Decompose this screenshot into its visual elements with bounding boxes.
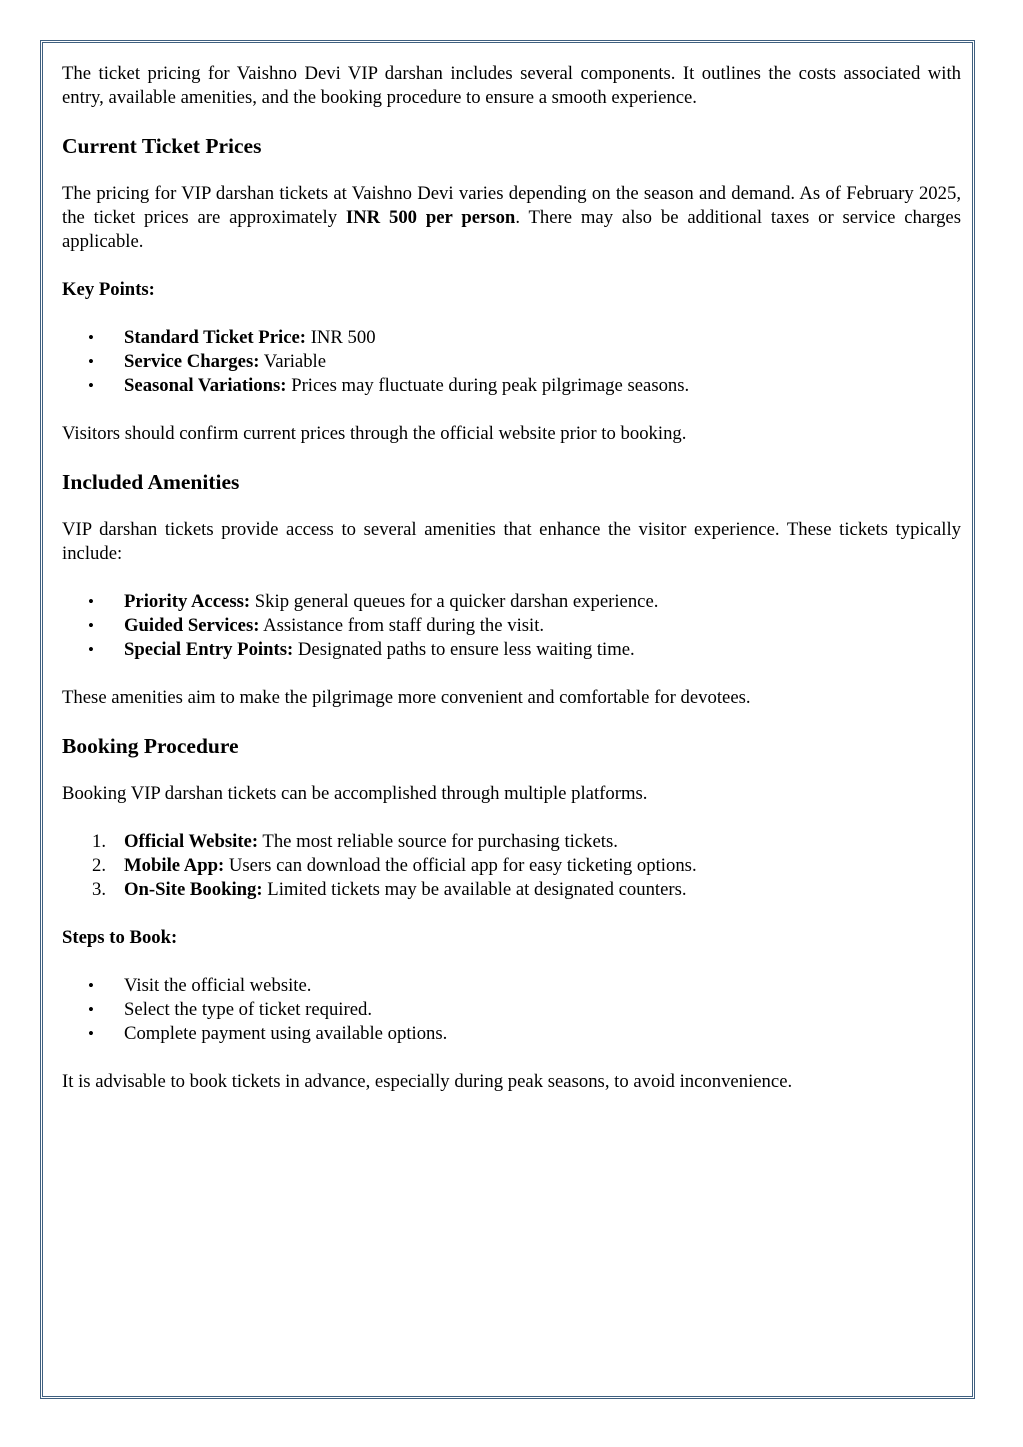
item-label: Seasonal Variations: (124, 375, 287, 396)
steps-list (62, 974, 961, 1046)
item-number: 1. (92, 831, 107, 852)
prices-para-text-end: . There may also be additional taxes or service charges applicable. (62, 207, 961, 252)
prices-heading: Current Ticket Prices (62, 134, 262, 158)
item-text: Skip general queues for a quicker darshan experience. (250, 591, 659, 612)
list-item (62, 350, 961, 374)
booking-paragraph: Booking VIP darshan tickets can be accomplished through multiple platforms. (62, 783, 648, 804)
prices-para-text: The pricing for VIP darshan tickets at Vaishno Devi varies depending on the season and demand. As of February 2025, the ticket prices are approximately (62, 183, 961, 228)
item-label: On-Site Booking: (124, 879, 263, 900)
key-points-label-text: Key Points: (62, 279, 155, 300)
booking-note: It is advisable to book tickets in advance, especially during peak seasons, to avoid inconvenience. (62, 1071, 793, 1092)
steps-label-text: Steps to Book: (62, 927, 178, 948)
list-item: • Visit the official website. (62, 974, 961, 998)
amenities-list (62, 590, 961, 662)
item-text: The most reliable source for purchasing tickets. (258, 831, 618, 852)
item-text: Limited tickets may be available at designated counters. (262, 879, 687, 900)
item-number: 2. (92, 855, 107, 876)
item-label: Mobile App: (124, 855, 225, 876)
list-item (62, 614, 961, 638)
list-item (62, 830, 961, 854)
item-label: Special Entry Points: (124, 639, 294, 660)
list-item: • Complete payment using available options. (62, 1022, 961, 1046)
list-item: • Select the type of ticket required. (62, 998, 961, 1022)
amenities-note: These amenities aim to make the pilgrimage more convenient and comfortable for devotees. (62, 687, 751, 708)
amenities-paragraph: VIP darshan tickets provide access to several amenities that enhance the visitor experience. These tickets typically include: (62, 519, 961, 564)
item-text: INR 500 (306, 327, 376, 348)
prices-note: Visitors should confirm current prices through the official website prior to booking. (62, 423, 687, 444)
list-item (62, 590, 961, 614)
item-text: Variable (259, 351, 327, 372)
document-body (62, 62, 961, 1094)
item-text: Users can download the official app for easy ticketing options. (224, 855, 697, 876)
booking-platforms-list (62, 830, 961, 902)
list-item (62, 638, 961, 662)
booking-heading: Booking Procedure (62, 734, 239, 758)
item-number: 3. (92, 879, 107, 900)
amenities-heading: Included Amenities (62, 470, 240, 494)
item-label: Guided Services: (124, 615, 260, 636)
list-item (62, 374, 961, 398)
steps-label (62, 926, 961, 950)
list-item (62, 326, 961, 350)
item-label: Priority Access: (124, 591, 251, 612)
prices-para-bold: INR 500 per person (345, 207, 516, 228)
key-points-label (62, 278, 961, 302)
key-points-list (62, 326, 961, 398)
item-label: Official Website: (124, 831, 259, 852)
item-text: Prices may fluctuate during peak pilgrimage seasons. (286, 375, 690, 396)
item-text: Designated paths to ensure less waiting time. (293, 639, 635, 660)
item-label: Service Charges: (124, 351, 260, 372)
list-item (62, 854, 961, 878)
list-item (62, 878, 961, 902)
item-text: Assistance from staff during the visit. (259, 615, 545, 636)
intro-paragraph: The ticket pricing for Vaishno Devi VIP darshan includes several components. It outlines the costs associated with entry, available amenities, and the booking procedure to ensure a smooth experience. (62, 63, 961, 108)
prices-paragraph (62, 182, 961, 254)
item-label: Standard Ticket Price: (124, 327, 307, 348)
